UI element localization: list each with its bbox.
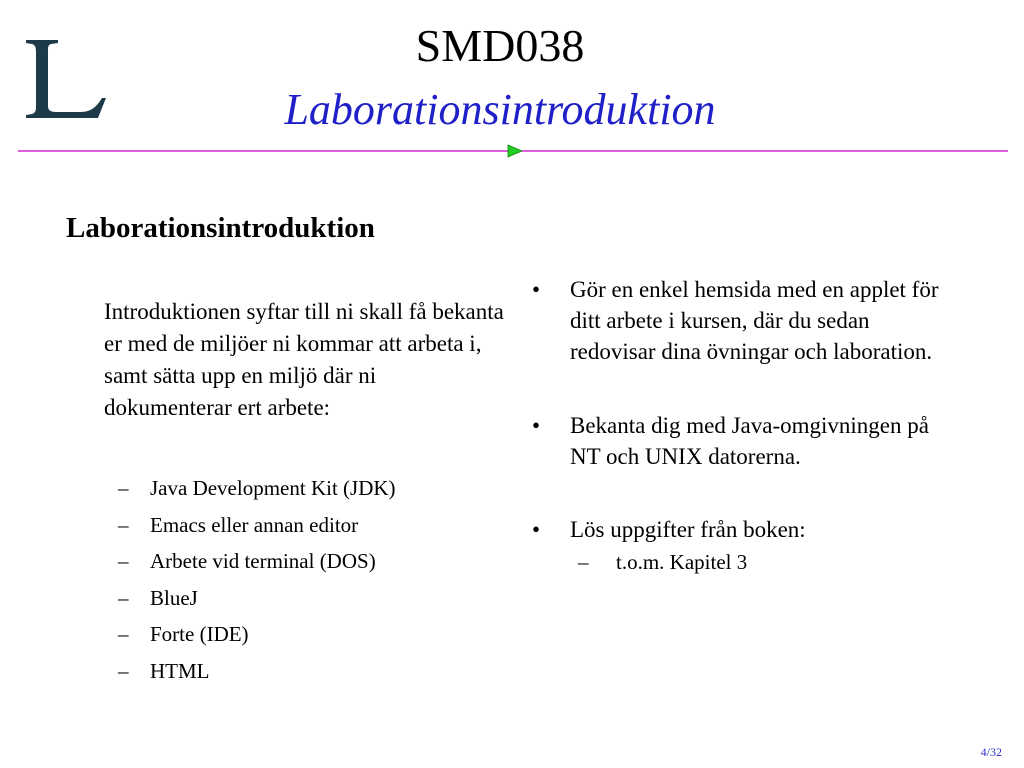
list-item: – Emacs eller annan editor (118, 512, 359, 537)
sub-list (578, 547, 952, 577)
course-code-title: SMD038 (415, 20, 585, 71)
list-item: – Forte (IDE) (118, 622, 249, 647)
slide-subtitle: Laborationsintroduktion (284, 85, 716, 134)
bullet-item: • Lös uppgifter från boken: – t.o.m. Kapitel 3 (532, 514, 952, 577)
bullet-item: • Bekanta dig med Java-omgivningen på NT och UNIX datorerna. (532, 413, 929, 469)
section-heading: Laborationsintroduktion (66, 212, 375, 244)
page-number: 4/32 (980, 745, 1002, 759)
list-item: – Java Development Kit (JDK) (118, 476, 396, 500)
header-divider (18, 144, 1008, 160)
list-item: – Arbete vid terminal (DOS) (118, 549, 376, 574)
tool-list (118, 470, 396, 690)
task-bullet-list (532, 274, 952, 577)
bullet-item: • Gör en enkel hemsida med en applet för ditt arbete i kursen, där du sedan redovisar dina övningar och laboration. (532, 277, 939, 364)
arrow-icon (508, 145, 522, 157)
list-item: – HTML (118, 658, 210, 683)
list-item: – BlueJ (118, 585, 198, 610)
intro-paragraph: Introduktionen syftar till ni skall få bekanta er med de miljöer ni kommar att arbeta i, samt sätta upp en miljö där ni dokumenterar ert arbete: (104, 299, 504, 420)
sub-list-item: – t.o.m. Kapitel 3 (578, 550, 748, 574)
